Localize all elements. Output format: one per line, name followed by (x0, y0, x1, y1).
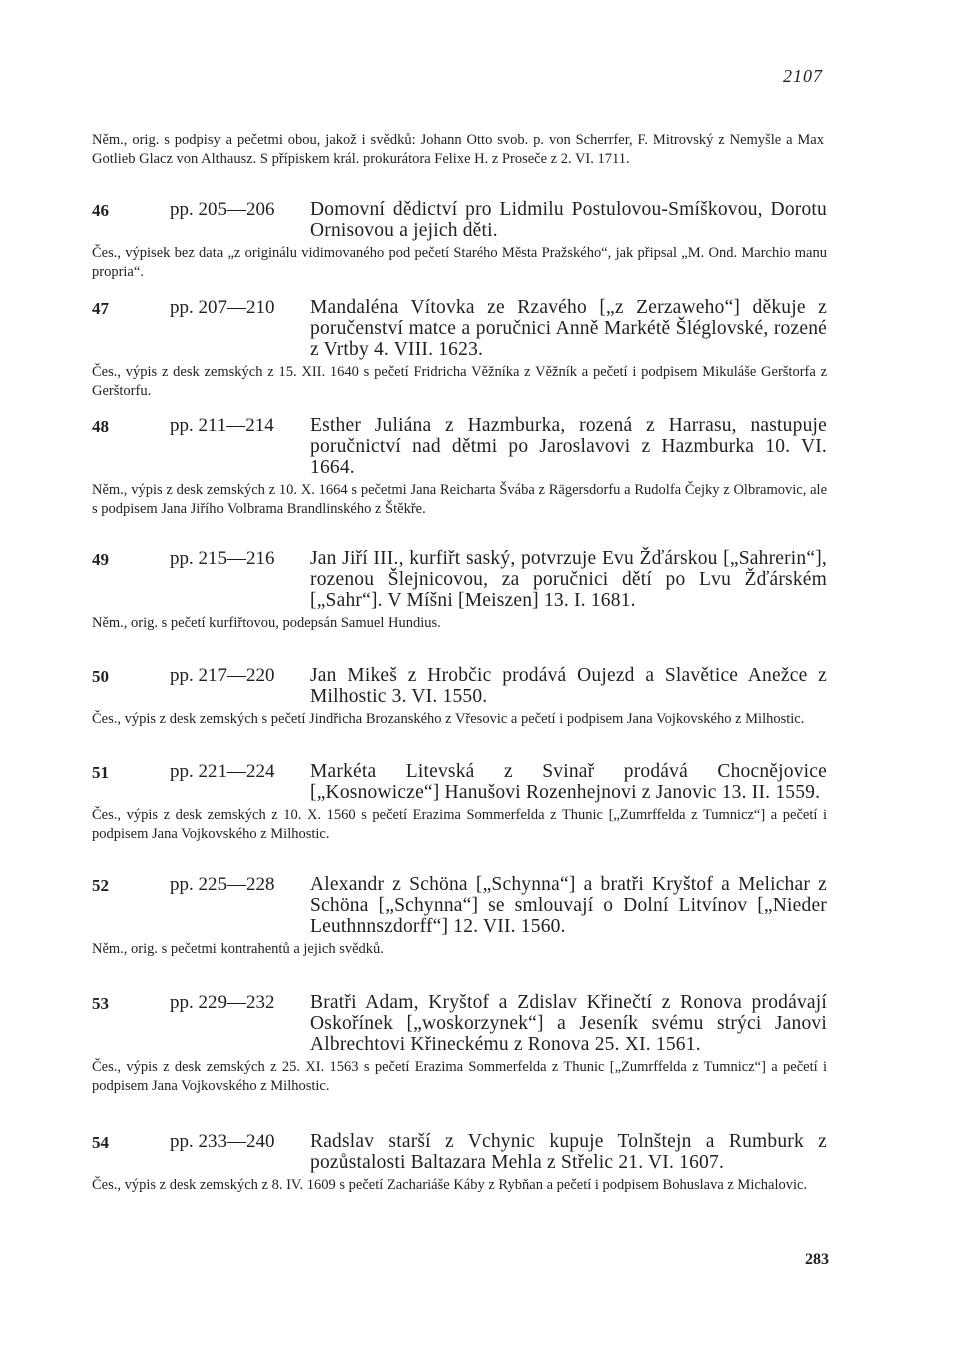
entry-head (92, 874, 827, 937)
entry-46 (92, 199, 827, 282)
intro-note: Něm., orig. s podpisy a pečetmi obou, jakož i svědků: Johann Otto svob. p. von Scherrfer, F. Mitrovský z Nemyšle a Max Gotlieb Glacz von Althausz. S přípiskem král. prokurátora Felixe H. z Proseče z 2. VI. 1711. (92, 132, 824, 167)
page-number-top: 2107 (783, 66, 823, 86)
entry-title: Jan Jiří III., kurfiřt saský, potvrzuje Evu Žďárskou [„Sahrerin“], rozenou Šlejnicovou, za poručnici dětí po Lvu Žďárském [„Sahr“]. V Míšni [Meiszen] 13. I. 1681. (310, 548, 827, 611)
entry-note: Čes., výpis z desk zemských z 25. XI. 1563 s pečetí Erazima Sommerfelda z Thunic [„Zumrffelda z Tumnicz“] a pečetí i podpisem Jana Vojkovského z Milhostic. (92, 1059, 827, 1094)
entry-title: Domovní dědictví pro Lidmilu Postulovou-Smíškovou, Dorotu Ornisovou a jejich děti. (310, 199, 827, 241)
entry-47 (92, 297, 827, 401)
entry-note: Čes., výpis z desk zemských z 15. XII. 1640 s pečetí Fridricha Věžníka z Věžník a pečetí i podpisem Mikuláše Gerštorfa z Gerštorfu. (92, 364, 827, 399)
entry-number: 47 (92, 299, 109, 318)
entry-pages: pp. 207—210 (170, 297, 275, 318)
entry-head (92, 415, 827, 478)
entry-head (92, 992, 827, 1055)
entry-49 (92, 548, 827, 633)
entry-head (92, 199, 827, 241)
entry-head (92, 665, 827, 707)
entry-note: Něm., orig. s pečetmi kontrahentů a jejich svědků. (92, 941, 384, 957)
entry-title: Bratři Adam, Kryštof a Zdislav Křinečtí z Ronova prodávají Oskořínek [„woskorzynek“] a Jeseník svému strýci Janovi Albrechtovi Křineckému z Ronova 25. XI. 1561. (310, 992, 827, 1055)
entry-number: 53 (92, 994, 109, 1013)
entry-head (92, 297, 827, 360)
entry-number: 49 (92, 550, 109, 569)
entry-note: Čes., výpis z desk zemských z 8. IV. 1609 s pečetí Zachariáše Káby z Rybňan a pečetí i podpisem Bohuslava z Michalovic. (92, 1177, 808, 1193)
entry-pages: pp. 211—214 (170, 415, 274, 436)
page-number-bottom: 283 (805, 1251, 829, 1268)
entry-pages: pp. 205—206 (170, 199, 275, 220)
entry-head (92, 1131, 827, 1173)
entry-title: Radslav starší z Vchynic kupuje Tolnštejn a Rumburk z pozůstalosti Baltazara Mehla z Střelic 21. VI. 1607. (310, 1131, 827, 1173)
entry-head (92, 548, 827, 611)
entry-53 (92, 992, 827, 1096)
entry-48 (92, 415, 827, 519)
entry-head (92, 761, 827, 803)
entry-number: 52 (92, 876, 109, 895)
entry-pages: pp. 225—228 (170, 874, 275, 895)
entry-number: 51 (92, 763, 109, 782)
entry-50 (92, 665, 827, 729)
entry-note: Něm., orig. s pečetí kurfiřtovou, podepsán Samuel Hundius. (92, 615, 441, 631)
entry-pages: pp. 233—240 (170, 1131, 275, 1152)
entry-number: 54 (92, 1133, 109, 1152)
entry-title: Alexandr z Schöna [„Schynna“] a bratři Kryštof a Melichar z Schöna [„Schynna“] se smlouvají o Dolní Litvínov [„Nieder Leuthnnszdorff“] 12. VII. 1560. (310, 874, 827, 937)
entry-note: Čes., výpis z desk zemských s pečetí Jindřicha Brozanského z Vřesovic a pečetí i podpisem Jana Vojkovského z Milhostic. (92, 711, 805, 727)
entry-54 (92, 1131, 827, 1195)
entry-number: 46 (92, 201, 109, 220)
entry-number: 48 (92, 417, 109, 436)
entry-51 (92, 761, 827, 844)
entry-pages: pp. 217—220 (170, 665, 275, 686)
entry-title: Esther Juliána z Hazmburka, rozená z Harrasu, nastupuje poručnictví nad dětmi po Jaroslavovi z Hazmburka 10. VI. 1664. (310, 415, 827, 478)
entry-title: Markéta Litevská z Svinař prodává Chocnějovice [„Kosnowicze“] Hanušovi Rozenhejnovi z Janovic 13. II. 1559. (310, 761, 827, 803)
entry-pages: pp. 229—232 (170, 992, 275, 1013)
entry-pages: pp. 215—216 (170, 548, 275, 569)
entry-pages: pp. 221—224 (170, 761, 275, 782)
entry-title: Jan Mikeš z Hrobčic prodává Oujezd a Slavětice Anežce z Milhostic 3. VI. 1550. (310, 665, 827, 707)
entry-number: 50 (92, 667, 109, 686)
entry-note: Něm., výpis z desk zemských z 10. X. 1664 s pečetmi Jana Reicharta Švába z Rägersdorfu a Rudolfa Čejky z Olbramovic, ale s podpisem Jana Jiřího Volbrama Brandlinského z Štěkře. (92, 482, 827, 517)
entry-title: Mandaléna Vítovka ze Rzavého [„z Zerzaweho“] děkuje z poručenství matce a poručnici Anně Markétě Šléglovské, rozené z Vrtby 4. VIII. 1623. (310, 297, 827, 360)
entry-note: Čes., výpisek bez data „z originálu vidimovaného pod pečetí Starého Města Pražského“, jak připsal „M. Ond. Marchio manu propria“. (92, 245, 827, 280)
entry-52 (92, 874, 827, 959)
entry-note: Čes., výpis z desk zemských z 10. X. 1560 s pečetí Erazima Sommerfelda z Thunic [„Zumrffelda z Tumnicz“] a pečetí i podpisem Jana Vojkovského z Milhostic. (92, 807, 827, 842)
